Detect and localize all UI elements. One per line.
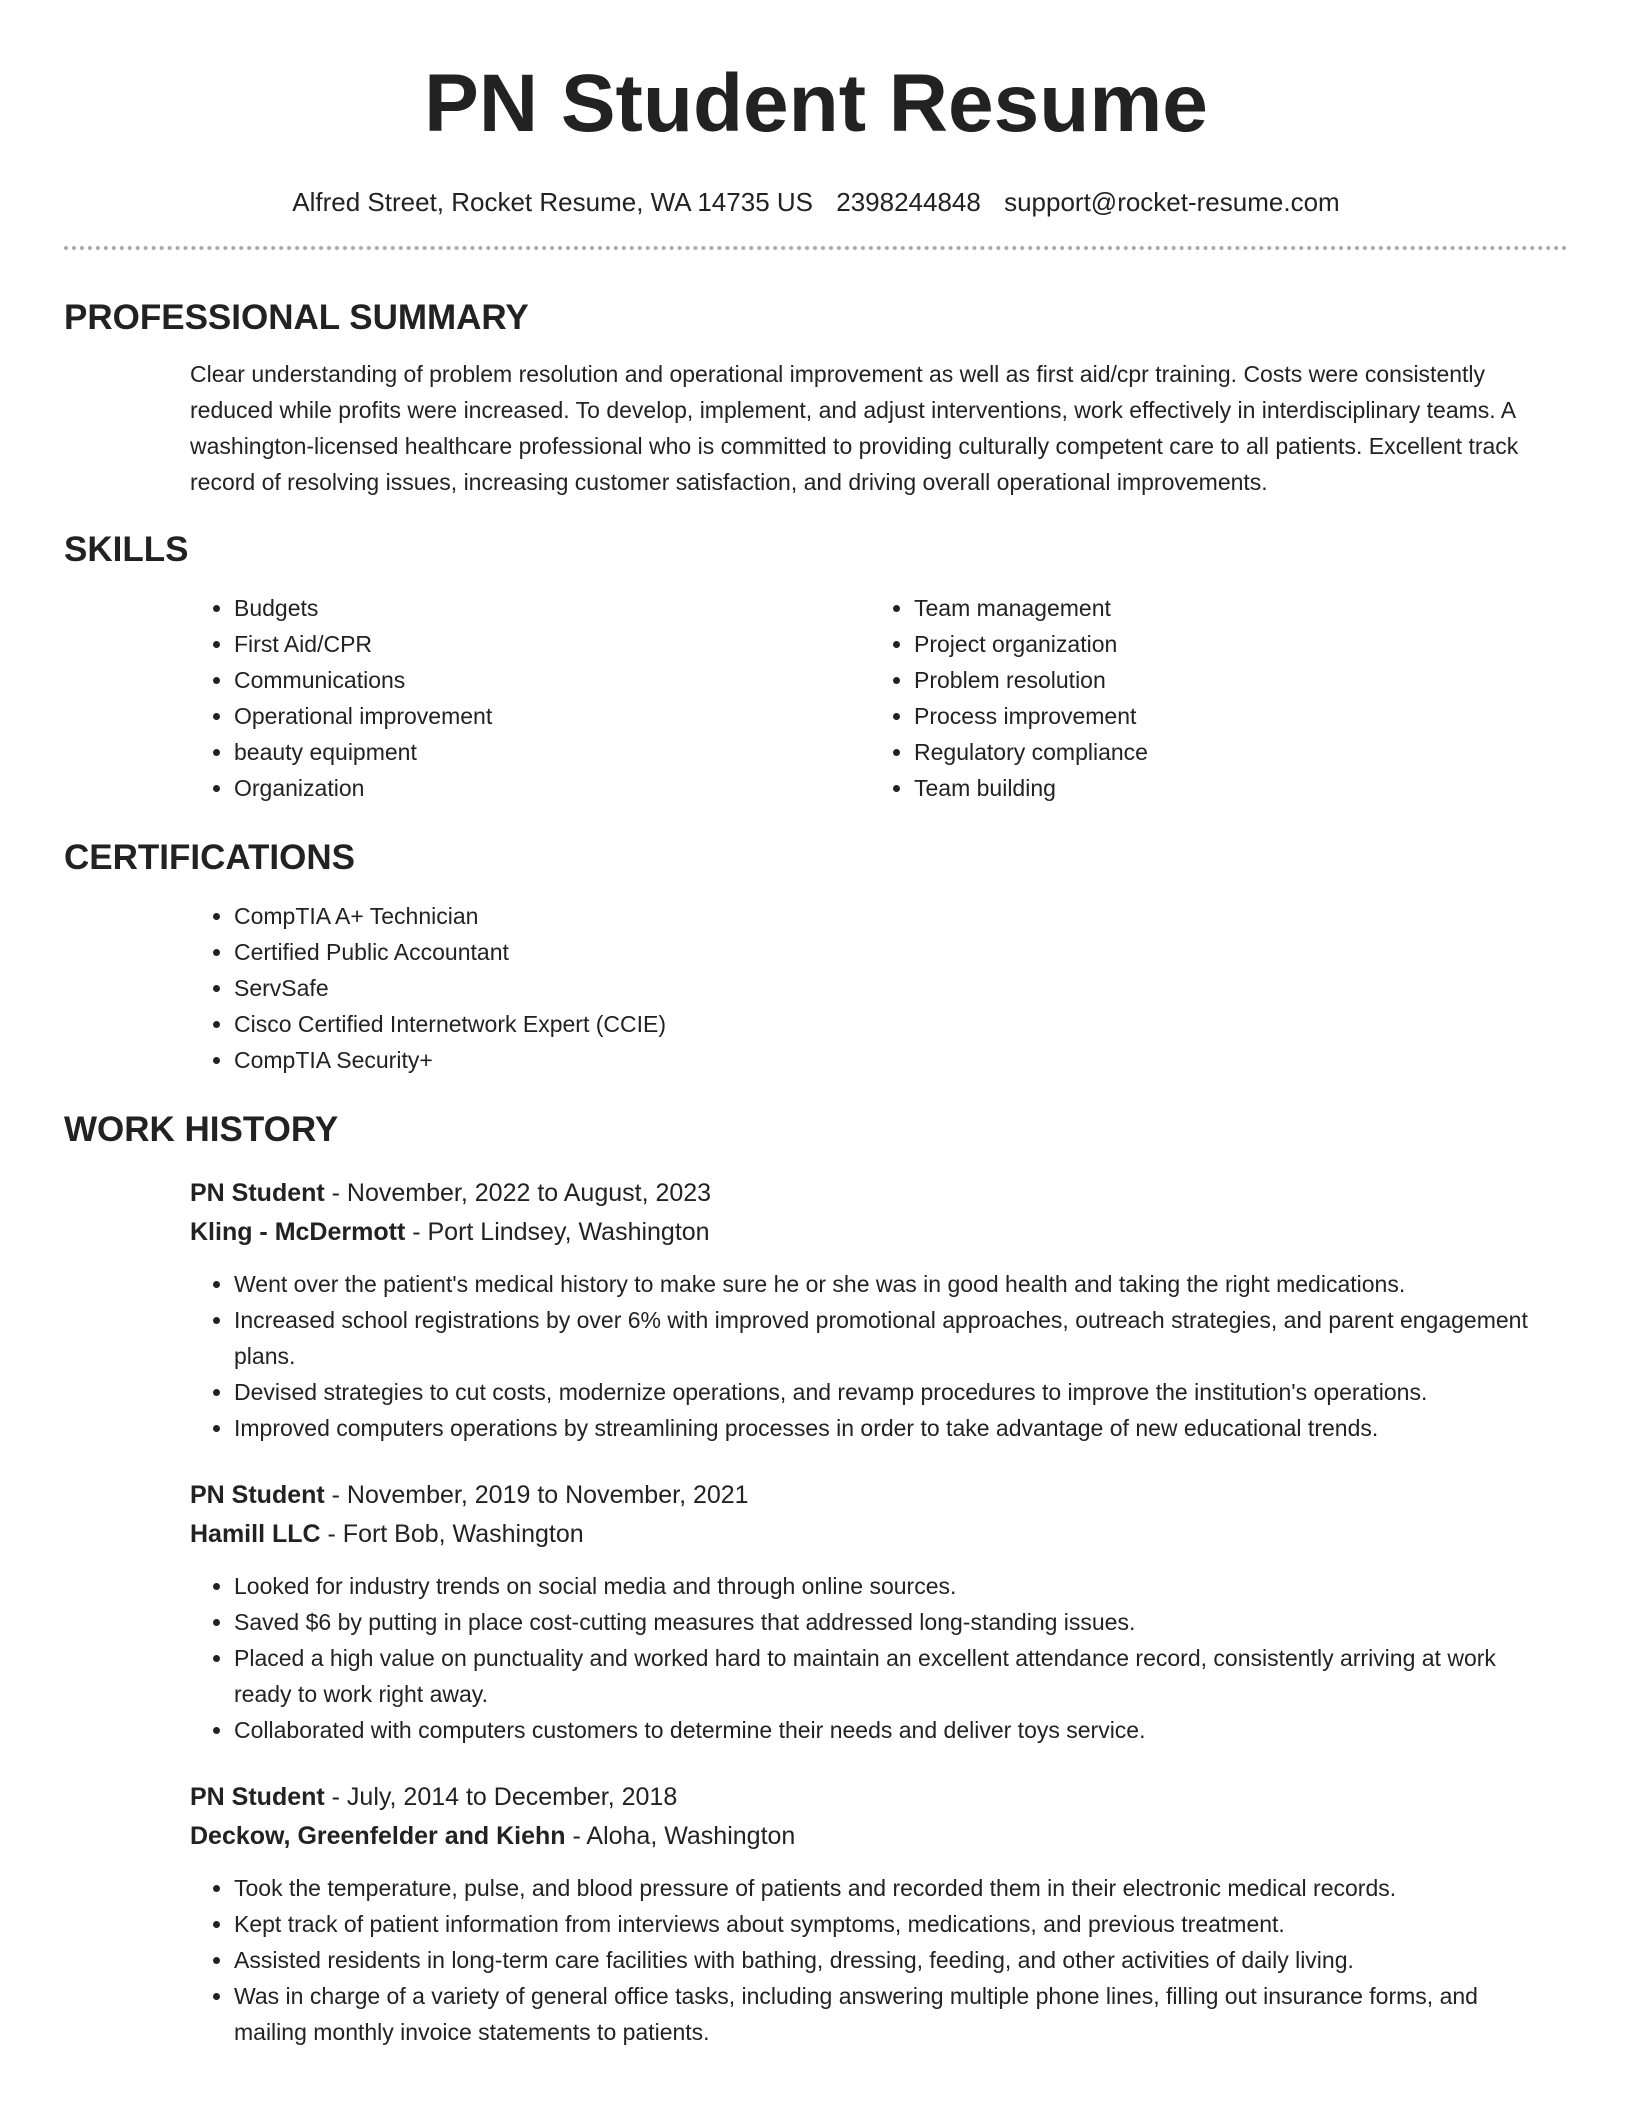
job-dates: - November, 2019 to November, 2021 <box>324 1481 749 1509</box>
skill-item: • First Aid/CPR <box>234 626 870 662</box>
job-bullet: • Saved $6 by putting in place cost-cutting measures that addressed long-standing issues. <box>234 1604 1568 1640</box>
certification-item: • Cisco Certified Internetwork Expert (CCIE) <box>234 1006 1568 1042</box>
job-company-line <box>190 1817 1568 1856</box>
job-bullets <box>190 1266 1568 1446</box>
work-history-heading: WORK HISTORY <box>64 1110 339 1149</box>
skill-item: • Problem resolution <box>914 662 1550 698</box>
skills-grid <box>190 590 1568 806</box>
certification-item: • CompTIA Security+ <box>234 1042 1568 1078</box>
certification-item: • ServSafe <box>234 970 1568 1006</box>
contact-phone: 2398244848 <box>836 187 981 217</box>
job-location: - Port Lindsey, Washington <box>405 1218 710 1246</box>
job-bullet: • Went over the patient's medical history to make sure he or she was in good health and taking the right medications. <box>234 1266 1568 1302</box>
job-title-line <box>190 1476 1568 1515</box>
job-bullet: • Improved computers operations by streamlining processes in order to take advantage of new educational trends. <box>234 1410 1568 1446</box>
job-company-line <box>190 1515 1568 1554</box>
resume-header <box>64 0 1568 218</box>
summary-heading: PROFESSIONAL SUMMARY <box>64 298 529 337</box>
job-role: PN Student <box>190 1179 325 1207</box>
job-bullet: • Collaborated with computers customers to determine their needs and deliver toys service. <box>234 1712 1568 1748</box>
certifications-list <box>190 898 1568 1078</box>
job-bullets <box>190 1568 1568 1748</box>
skill-item: • Team management <box>914 590 1550 626</box>
skill-item: • Budgets <box>234 590 870 626</box>
job-company-line <box>190 1213 1568 1252</box>
job-company: Deckow, Greenfelder and Kiehn <box>190 1822 566 1850</box>
job-company: Hamill LLC <box>190 1520 321 1548</box>
job-entry <box>190 1174 1568 1446</box>
job-role: PN Student <box>190 1481 325 1509</box>
contact-address: Alfred Street, Rocket Resume, WA 14735 US <box>292 187 813 217</box>
skills-list-left <box>190 590 870 806</box>
job-dates: - November, 2022 to August, 2023 <box>324 1179 712 1207</box>
job-bullet: • Placed a high value on punctuality and worked hard to maintain an excellent attendance record, consistently arriving at work ready to work right away. <box>234 1640 1568 1712</box>
job-bullets <box>190 1870 1568 2050</box>
job-entry <box>190 1476 1568 1748</box>
job-role: PN Student <box>190 1783 325 1811</box>
header-divider <box>64 246 1568 250</box>
certification-item: • Certified Public Accountant <box>234 934 1568 970</box>
job-bullet: • Looked for industry trends on social media and through online sources. <box>234 1568 1568 1604</box>
summary-text: Clear understanding of problem resolution and operational improvement as well as first aid/cpr training. Costs were consistently reduced while profits were increased. To develop, implement, and adjust interventions, work effectively in interdisciplinary teams. A washington-licensed healthcare professional who is committed to providing culturally competent care to all patients. Excellent track record of resolving issues, increasing customer satisfaction, and driving overall operational improvements. <box>190 361 1519 495</box>
skill-item: • Team building <box>914 770 1550 806</box>
skill-item: • Process improvement <box>914 698 1550 734</box>
skill-item: • Operational improvement <box>234 698 870 734</box>
job-bullet: • Kept track of patient information from interviews about symptoms, medications, and previous treatment. <box>234 1906 1568 1942</box>
job-bullet: • Devised strategies to cut costs, modernize operations, and revamp procedures to improve the institution's operations. <box>234 1374 1568 1410</box>
skill-item: • Project organization <box>914 626 1550 662</box>
job-location: - Aloha, Washington <box>565 1822 796 1850</box>
job-dates: - July, 2014 to December, 2018 <box>324 1783 678 1811</box>
skill-item: • beauty equipment <box>234 734 870 770</box>
job-location: - Fort Bob, Washington <box>320 1520 584 1548</box>
job-bullet: • Took the temperature, pulse, and blood pressure of patients and recorded them in their electronic medical records. <box>234 1870 1568 1906</box>
certification-item: • CompTIA A+ Technician <box>234 898 1568 934</box>
job-company: Kling - McDermott <box>190 1218 406 1246</box>
skill-item: • Regulatory compliance <box>914 734 1550 770</box>
skill-item: • Organization <box>234 770 870 806</box>
skills-heading: SKILLS <box>64 530 189 569</box>
job-bullet: • Increased school registrations by over 6% with improved promotional approaches, outreach strategies, and parent engagement plans. <box>234 1302 1568 1374</box>
skill-item: • Communications <box>234 662 870 698</box>
job-bullet: • Assisted residents in long-term care facilities with bathing, dressing, feeding, and other activities of daily living. <box>234 1942 1568 1978</box>
job-title-line <box>190 1174 1568 1213</box>
resume-title: PN Student Resume <box>424 58 1208 149</box>
certifications-heading: CERTIFICATIONS <box>64 838 356 877</box>
job-bullet: • Was in charge of a variety of general office tasks, including answering multiple phone lines, filling out insurance forms, and mailing monthly invoice statements to patients. <box>234 1978 1568 2050</box>
skills-list-right <box>870 590 1550 806</box>
job-entry <box>190 1778 1568 2050</box>
contact-email: support@rocket-resume.com <box>1004 187 1340 217</box>
job-title-line <box>190 1778 1568 1817</box>
contact-line <box>64 186 1568 218</box>
